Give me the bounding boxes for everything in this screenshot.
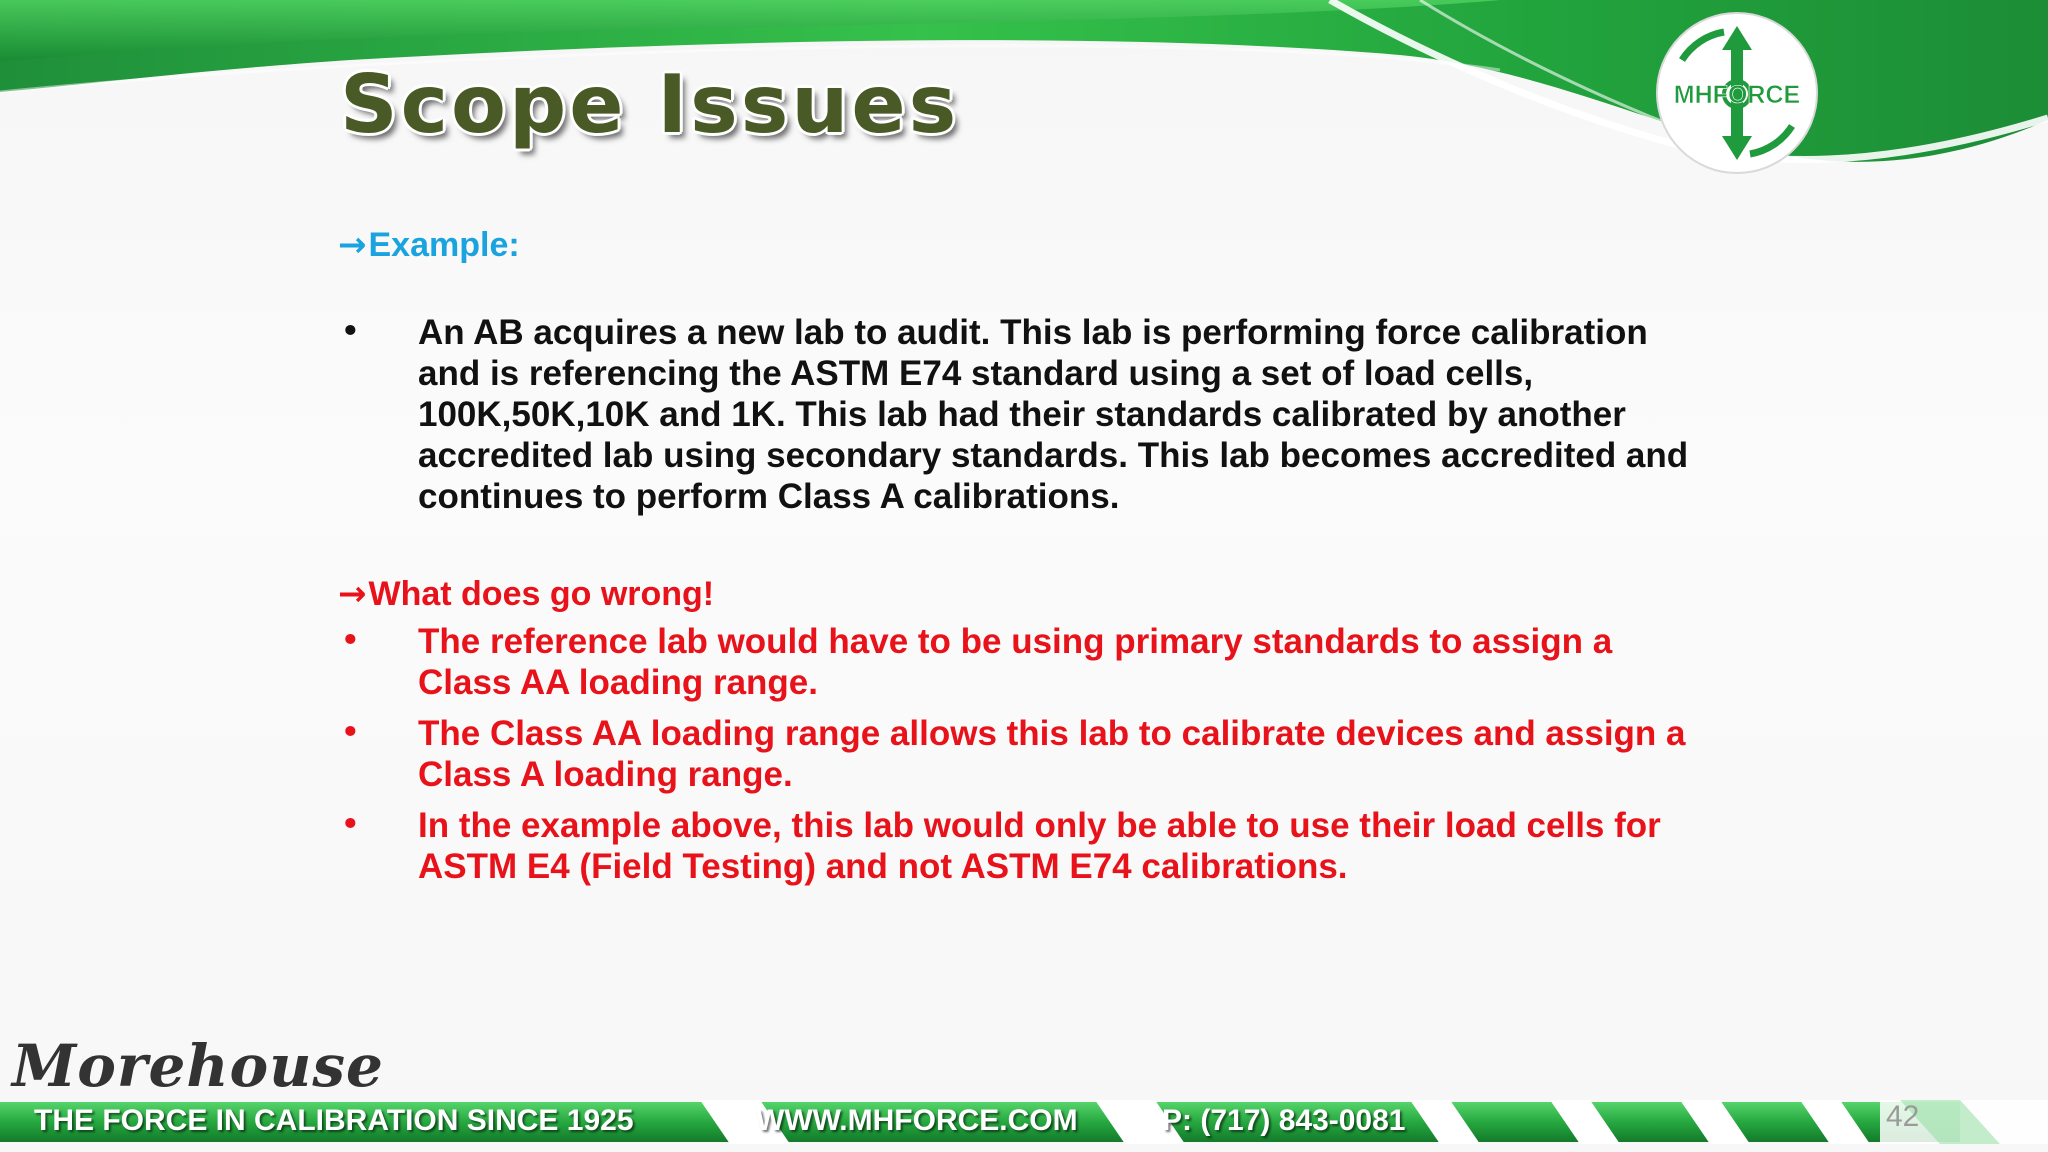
wrong-bullet-list: [338, 621, 1698, 887]
example-bullet: [338, 312, 1698, 517]
slide-content: [338, 222, 1698, 887]
example-heading: [338, 222, 1698, 268]
footer-tagline: THE FORCE IN CALIBRATION SINCE 1925: [34, 1104, 634, 1137]
slide-title: Scope Issues: [340, 58, 960, 151]
wrong-heading: [338, 571, 1698, 617]
bullet-icon: •: [340, 805, 361, 845]
bullet-icon: •: [340, 621, 361, 661]
mhforce-logo: [1652, 8, 1822, 178]
wrong-bullet: [338, 805, 1698, 887]
bullet-icon: •: [340, 312, 361, 352]
footer-website-link[interactable]: WWW.MHFORCE.COM: [756, 1104, 1078, 1137]
page-number: 42: [1886, 1100, 1920, 1133]
wrong-heading-text: What does go wrong!: [368, 575, 715, 613]
bullet-icon: •: [340, 713, 361, 753]
example-bullet-list: [338, 312, 1698, 517]
example-bullet-text: An AB acquires a new lab to audit. This lab is performing force calibration and is referencing the ASTM E74 standard using a set of load cells, 100K,50K,10K and 1K. This lab had their standards calibrated by another accredited lab using secondary standards. This lab becomes accredited and continues to perform Class A calibrations.: [418, 313, 1689, 516]
wrong-bullet-text: In the example above, this lab would only be able to use their load cells for ASTM E4 (Field Testing) and not ASTM E74 calibrations.: [418, 806, 1661, 886]
wrong-bullet-text: The reference lab would have to be using primary standards to assign a Class AA loading range.: [418, 622, 1613, 702]
logo-text: MHFORCE: [1673, 81, 1801, 109]
wrong-bullet-text: The Class AA loading range allows this lab to calibrate devices and assign a Class A loading range.: [418, 714, 1686, 794]
footer-phone: P: (717) 843-0081: [1162, 1104, 1406, 1137]
wrong-bullet: [338, 621, 1698, 703]
morehouse-wordmark: Morehouse: [12, 1032, 384, 1100]
example-heading-text: Example:: [368, 226, 520, 264]
wrong-bullet: [338, 713, 1698, 795]
arrow-icon: →: [338, 225, 367, 265]
arrow-icon: →: [338, 574, 367, 614]
